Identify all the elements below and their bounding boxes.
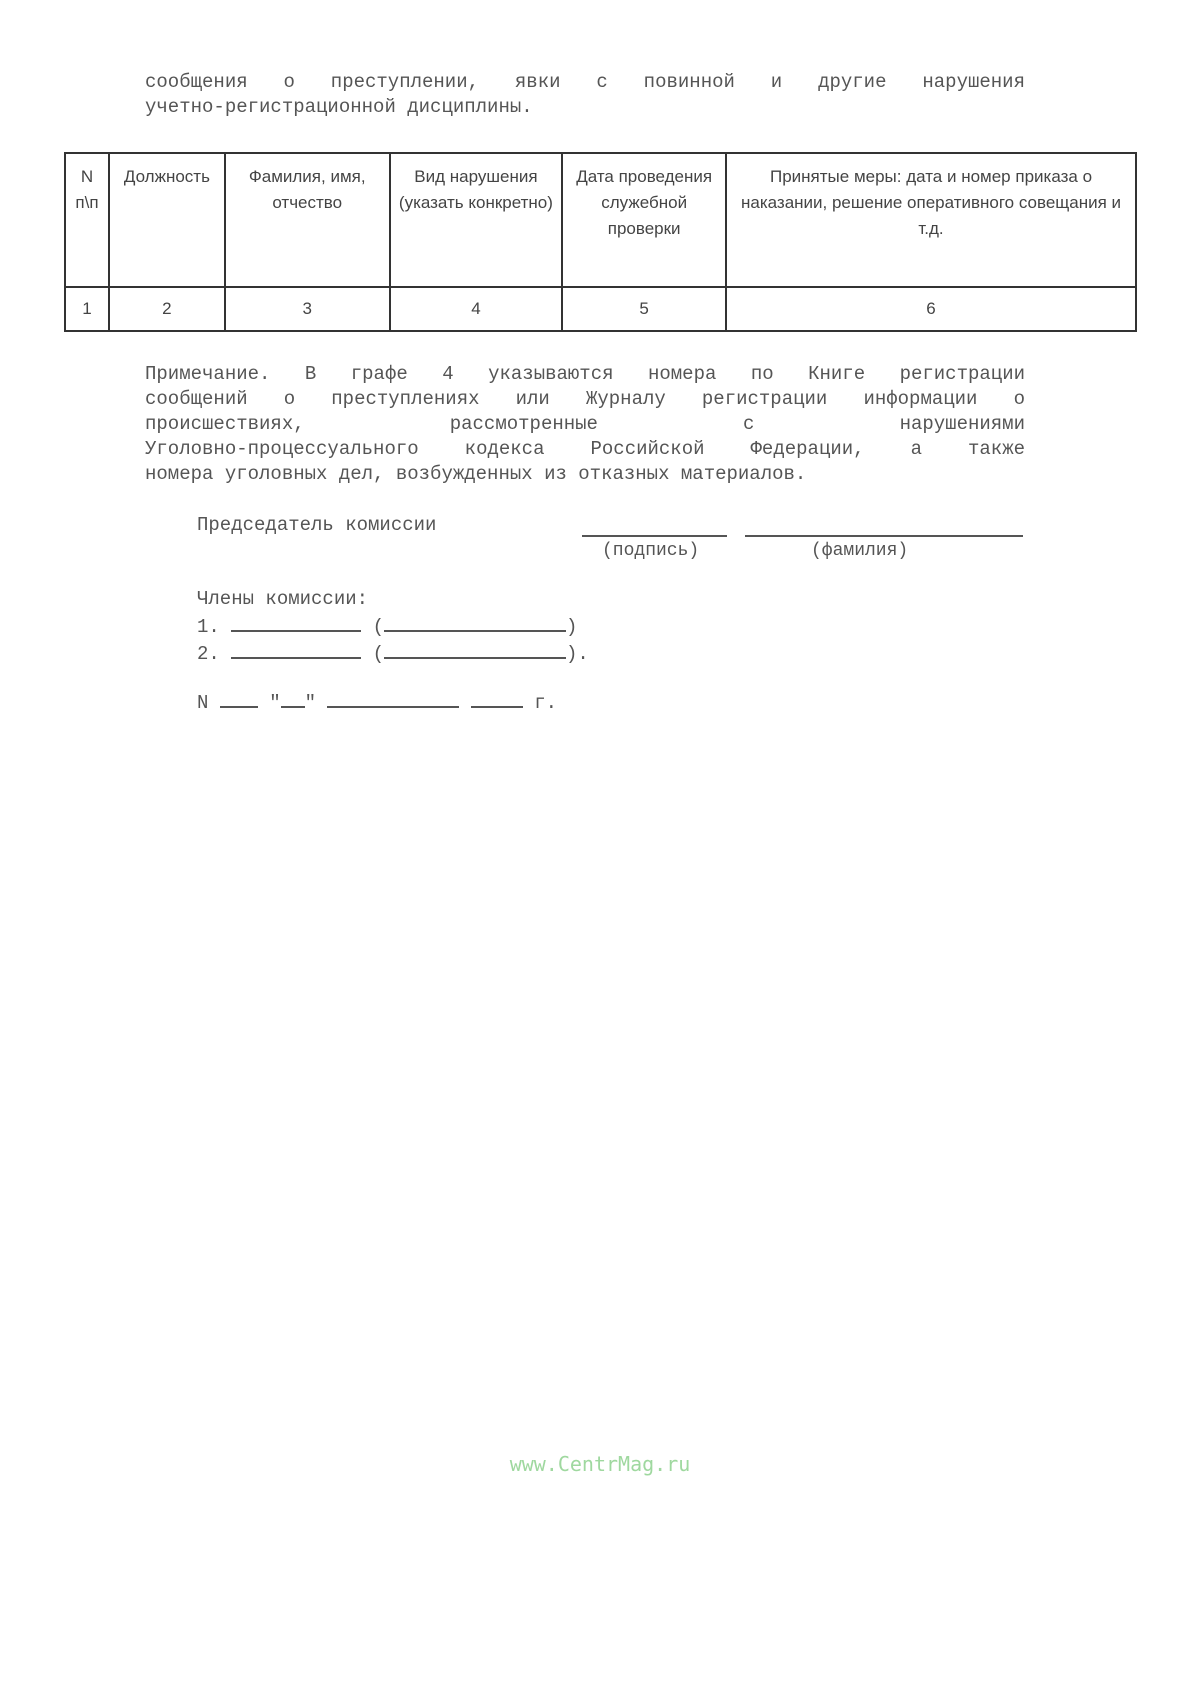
year-suffix: г.: [534, 692, 558, 714]
member-number-2: 2.: [197, 643, 220, 665]
table-header-row: [65, 153, 1136, 287]
column-number-3: 3: [225, 287, 390, 331]
column-number-4: 4: [390, 287, 563, 331]
column-number-1: 1: [65, 287, 109, 331]
surname-line: [745, 535, 1023, 537]
number-label: N: [197, 692, 209, 714]
header-full-name: Фамилия, имя, отчество: [225, 153, 390, 287]
members-label: Члены комиссии:: [197, 588, 369, 610]
header-number: N п\п: [65, 153, 109, 287]
commission-members: [197, 587, 797, 668]
member-row-2: 2. ( ).: [197, 643, 589, 665]
intro-line-2: учетно-регистрационной дисциплины.: [145, 96, 533, 118]
date-line: N " " г.: [197, 692, 558, 714]
note-line-1: Примечание. В графе 4 указываются номера по Книге регистрации: [145, 363, 1025, 385]
intro-line-1: сообщения о преступлении, явки с повинной и другие нарушения: [145, 71, 1025, 93]
note-line-5: номера уголовных дел, возбужденных из отказных материалов.: [145, 463, 807, 485]
column-number-5: 5: [562, 287, 726, 331]
header-violation-type: Вид нарушения (указать конкретно): [390, 153, 563, 287]
member-signature-blank-2: [231, 641, 361, 659]
header-position: Должность: [109, 153, 225, 287]
surname-caption: (фамилия): [811, 541, 909, 561]
watermark-link[interactable]: www.CentrMag.ru: [509, 1452, 691, 1476]
column-number-6: 6: [726, 287, 1136, 331]
note-line-3: происшествиях, рассмотренные с нарушениями: [145, 413, 1025, 435]
year-blank: [471, 690, 523, 708]
note-line-4: Уголовно-процессуального кодекса Российской Федерации, а также: [145, 438, 1025, 460]
note-text: [145, 362, 1025, 487]
number-blank: [220, 690, 258, 708]
header-inspection-date: Дата проведения служебной проверки: [562, 153, 726, 287]
signature-caption: (подпись): [602, 541, 700, 561]
day-blank: [281, 690, 305, 708]
column-number-2: 2: [109, 287, 225, 331]
chair-signature-block: [197, 513, 1027, 563]
member-number-1: 1.: [197, 616, 220, 638]
header-measures-taken: Принятые меры: дата и номер приказа о наказании, решение оперативного совещания и т.д.: [726, 153, 1136, 287]
note-line-2: сообщений о преступлениях или Журналу регистрации информации о: [145, 388, 1025, 410]
member-signature-blank-1: [231, 614, 361, 632]
member-surname-blank-1: [384, 614, 566, 632]
chair-label: Председатель комиссии: [197, 514, 437, 536]
intro-text: [145, 70, 1025, 120]
member-surname-blank-2: [384, 641, 566, 659]
table-row: [65, 287, 1136, 331]
signature-line: [582, 535, 727, 537]
month-blank: [327, 690, 459, 708]
violations-table: [64, 152, 1137, 332]
member-row-1: 1. ( ): [197, 616, 578, 638]
